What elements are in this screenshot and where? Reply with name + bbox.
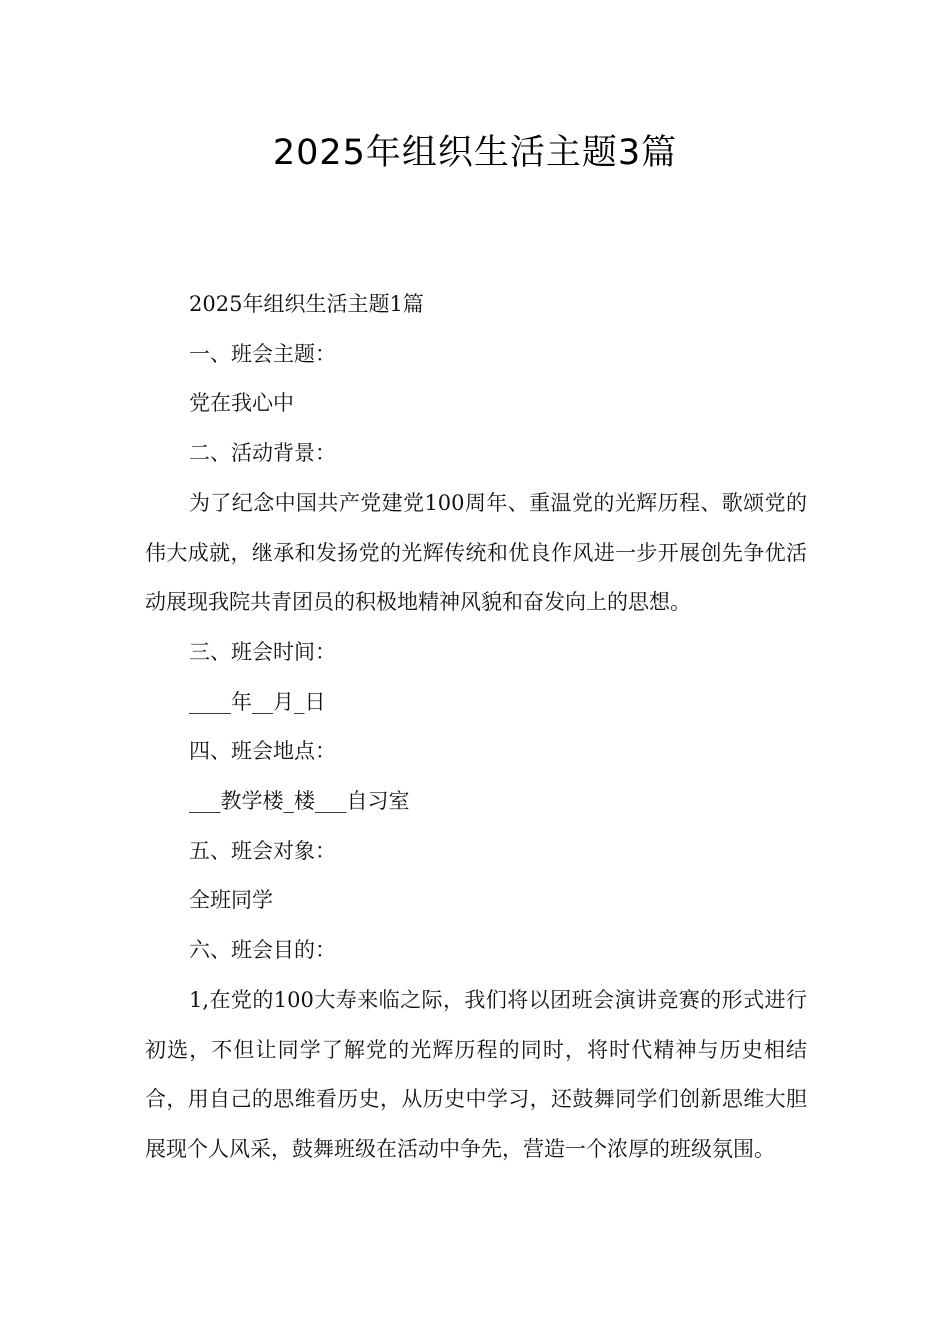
subheading-background: 二、活动背景： xyxy=(189,441,336,466)
purpose-paragraph: 1,在党的100大寿来临之际，我们将以团班会演讲竞赛的形式进行初选，不但让同学了解党的光辉历程的同时，将时代精神与历史相结合，用自己的思维看历史，从历史中学习，还鼓舞同学们创新思维大胆展现个人风采，鼓舞班级在活动中争先，营造一个浓厚的班级氛围。 xyxy=(145,987,807,1161)
theme-text: 党在我心中 xyxy=(189,391,294,416)
time-text: ____年__月_日 xyxy=(189,689,326,714)
section-heading: 2025年组织生活主题1篇 xyxy=(189,292,424,316)
subheading-time: 三、班会时间： xyxy=(189,639,336,664)
subheading-purpose: 六、班会目的： xyxy=(189,938,336,963)
location-text: ___教学楼_楼___自习室 xyxy=(189,789,410,814)
document-body xyxy=(145,280,807,1175)
audience-text: 全班同学 xyxy=(189,888,273,913)
subheading-location: 四、班会地点： xyxy=(189,739,336,764)
subheading-audience: 五、班会对象： xyxy=(189,838,336,863)
subheading-theme: 一、班会主题： xyxy=(189,341,336,366)
document-title: 2025年组织生活主题3篇 xyxy=(272,133,678,173)
background-paragraph: 为了纪念中国共产党建党100周年、重温党的光辉历程、歌颂党的伟大成就，继承和发扬党的光辉传统和优良作风进一步开展创先争优活动展现我院共青团员的积极地精神风貌和奋发向上的思想。 xyxy=(145,490,807,615)
